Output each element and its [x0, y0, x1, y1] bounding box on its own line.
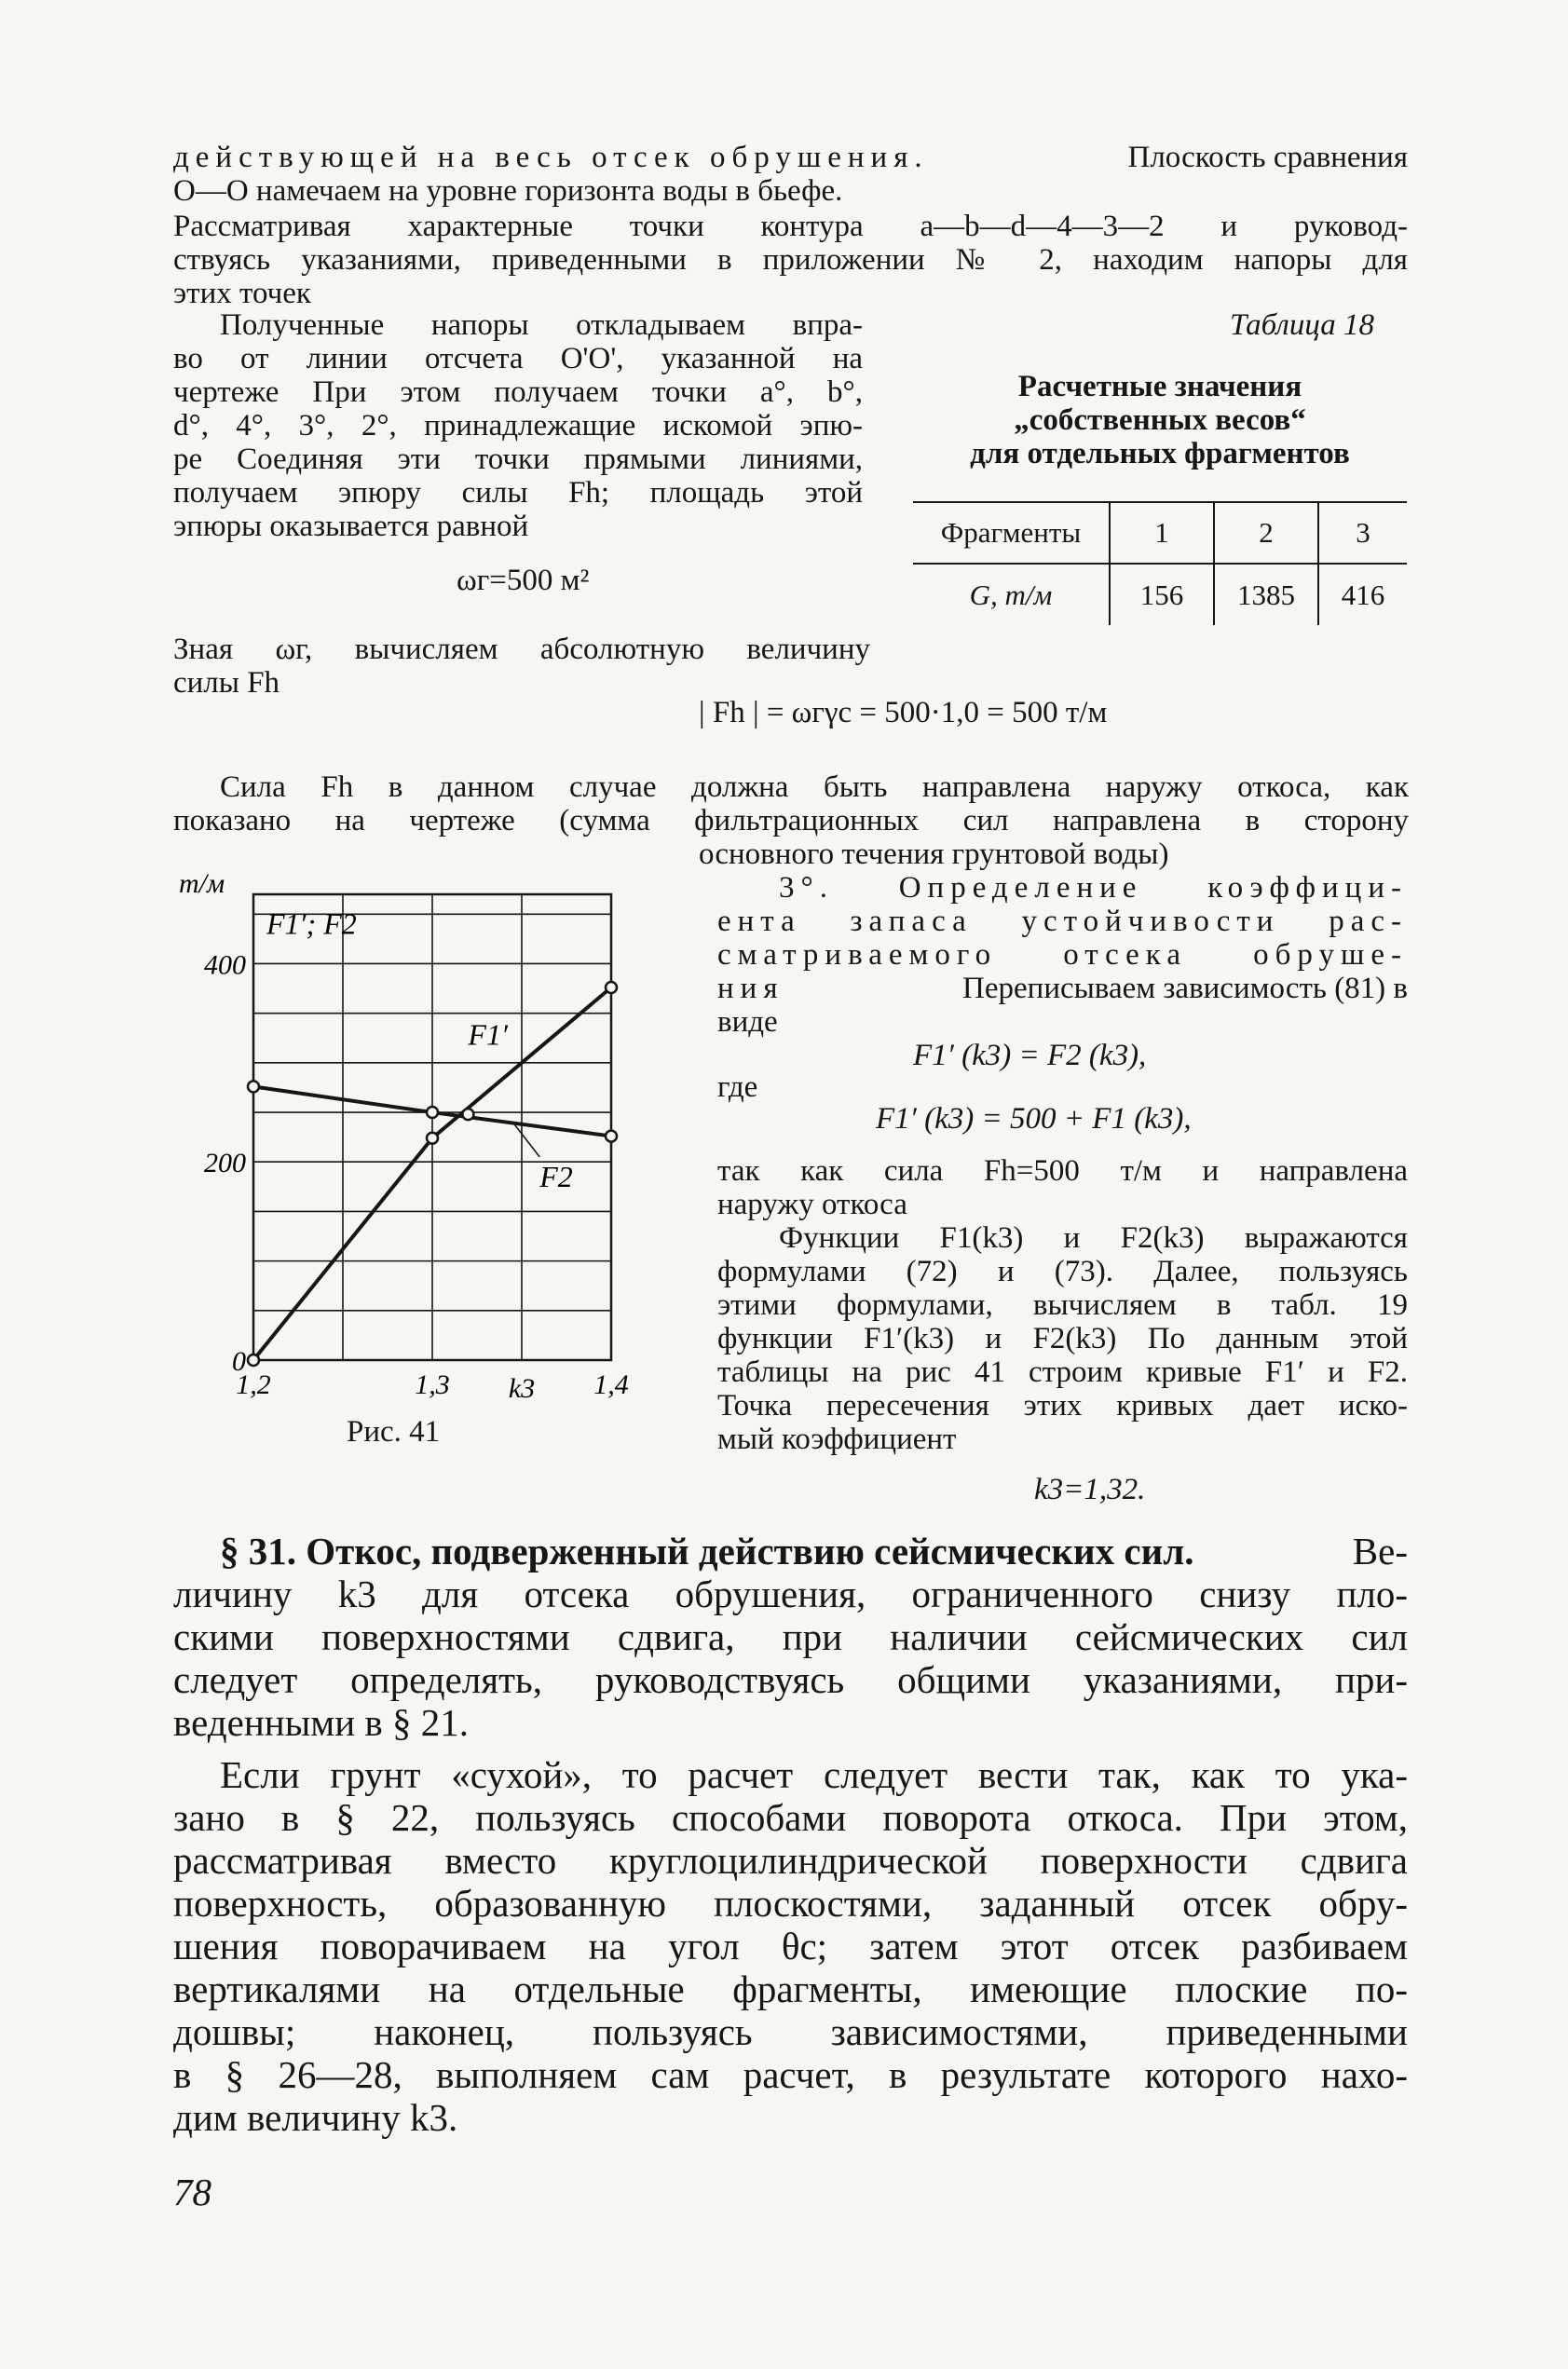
text-line: Зная ωг, вычисляем абсолютную величину	[173, 633, 870, 666]
table-cell: G, т/м	[913, 564, 1110, 625]
text-line: показано на чертеже (сумма фильтрационных сил направлена в сторону	[173, 804, 1409, 837]
text-line: следует определять, руководствуясь общими указаниями, при-	[173, 1658, 1408, 1701]
y-tick-label: 400	[204, 949, 246, 981]
x-tick-label: 1,4	[593, 1369, 629, 1400]
text-line: веденными в § 21.	[173, 1701, 470, 1744]
table-cell: 156	[1110, 564, 1214, 625]
text-line: виде	[717, 1005, 778, 1039]
text-line: в § 26—28, выполняем сам расчет, в результате которого нахо-	[173, 2053, 1408, 2096]
data-point	[427, 1133, 438, 1144]
intersection-point	[462, 1109, 473, 1120]
y-tick-label: 0	[232, 1346, 246, 1377]
x-tick-label: 1,3	[415, 1369, 450, 1400]
spaced-phrase: действующей на весь отсек обрушения.	[173, 141, 929, 174]
text-line: функции F1′(k3) и F2(k3) По данным этой	[717, 1322, 1408, 1355]
text-fragment: Плоскость сравнения	[1127, 141, 1408, 174]
text-line: мый коэффициент	[717, 1423, 957, 1456]
table-title: Расчетные значения	[1017, 370, 1302, 403]
data-table	[913, 501, 1407, 625]
table-header-row	[913, 502, 1407, 564]
formula-omega: ωг=500 м²	[457, 564, 590, 597]
text-line: O—O намечаем на уровне горизонта воды в бьефе.	[173, 174, 843, 208]
text-line: d°, 4°, 3°, 2°, принадлежащие искомой эпю-	[173, 409, 863, 442]
table-cell: 416	[1341, 578, 1385, 611]
text-line: дошвы; наконец, пользуясь зависимостями, приведенными	[173, 2010, 1408, 2053]
table-cell: 1385	[1214, 564, 1318, 625]
table-title: для отдельных фрагментов	[970, 437, 1350, 470]
text-line: этими формулами, вычисляем в табл. 19	[717, 1288, 1408, 1322]
data-point	[248, 1355, 259, 1366]
text-line: формулами (72) и (73). Далее, пользуясь	[717, 1255, 1408, 1288]
text-line: рассматривая вместо круглоцилиндрической поверхности сдвига	[173, 1839, 1408, 1882]
equation-2: F1′ (k3) = 500 + F1 (k3),	[876, 1102, 1192, 1136]
table-header-cell: 1	[1110, 502, 1214, 564]
formula-fh: | Fh | = ωгγc = 500·1,0 = 500 т/м	[699, 696, 1108, 729]
y-axis-label: т/м	[179, 868, 225, 899]
figure-41-chart	[177, 866, 629, 1407]
text-line: Полученные напоры откладываем впра-	[220, 308, 863, 342]
leader-line	[495, 1063, 522, 1084]
page-number: 78	[173, 2171, 211, 2213]
table-row	[913, 564, 1407, 625]
text-line: силы Fh	[173, 666, 280, 700]
text-line: скими поверхностями сдвига, при наличии сейсмических сил	[173, 1615, 1408, 1658]
text-fragment: Ве-	[1352, 1530, 1408, 1573]
text-line: так как сила Fh=500 т/м и направлена	[717, 1154, 1408, 1188]
result-k3: k3=1,32.	[1034, 1473, 1146, 1506]
text-line: дим величину k3.	[173, 2096, 458, 2139]
text-fragment: Переписываем зависимость (81) в	[962, 972, 1408, 1005]
text-line: таблицы на рис 41 строим кривые F1′ и F2.	[717, 1355, 1408, 1389]
legend-text: F1′; F2	[266, 906, 357, 941]
text-line: эпюры оказывается равной	[173, 510, 529, 543]
text-line: ре Соединяя эти точки прямыми линиями,	[173, 442, 863, 476]
table-header-cell: Фрагменты	[913, 502, 1110, 564]
table-header-cell: 3	[1356, 516, 1370, 549]
text-line: Сила Fh в данном случае должна быть направлена наружу откоса, как	[220, 770, 1409, 804]
table-number: Таблица 18	[1230, 308, 1374, 342]
text-line: Рассматривая характерные точки контура a—b—d—4—3—2 и руковод-	[173, 210, 1408, 243]
section-heading	[220, 1530, 1408, 1573]
data-point	[606, 982, 617, 993]
text-line: во от линии отсчета O'O', указанной на	[173, 342, 863, 375]
y-tick-label: 200	[204, 1148, 246, 1179]
text-line	[717, 971, 1408, 1006]
chart-plot-area	[204, 907, 629, 1404]
x-tick-label: 1,2	[236, 1369, 271, 1400]
text-line: личину k3 для отсека обрушения, ограниченного снизу пло-	[173, 1573, 1408, 1615]
data-point	[248, 1081, 259, 1092]
section-title: § 31. Откос, подверженный действию сейсмических сил.	[220, 1530, 1194, 1573]
table-title: „собственных весов“	[1014, 403, 1306, 437]
text-line: наружу откоса	[717, 1188, 907, 1221]
text-line: ствуясь указаниями, приведенными в приложении № 2, находим напоры для	[173, 243, 1408, 277]
figure-caption: Рис. 41	[347, 1415, 441, 1449]
text-line: Точка пересечения этих кривых дает иско-	[717, 1389, 1408, 1423]
text-line: чертеже При этом получаем точки a°, b°,	[173, 375, 863, 409]
series-label: F1′	[468, 1017, 508, 1052]
subheading-line: сматриваемого отсека обруше-	[717, 938, 1408, 972]
text-line: получаем эпюру силы Fh; площадь этой	[173, 476, 863, 510]
data-point	[427, 1107, 438, 1118]
text-line: зано в § 22, пользуясь способами поворота откоса. При этом,	[173, 1796, 1408, 1839]
text-line: Если грунт «сухой», то расчет следует вести так, как то ука-	[220, 1753, 1408, 1796]
text-line: где	[717, 1070, 758, 1104]
subheading-line: 3°. Определение коэффици-	[779, 871, 1408, 905]
text-line: шения поворачиваем на угол θc; затем этот отсек разбиваем	[173, 1925, 1408, 1967]
text-line	[173, 140, 1408, 175]
text-line: основного течения грунтовой воды)	[699, 837, 1169, 871]
text-line: этих точек	[173, 277, 311, 310]
data-point	[606, 1131, 617, 1142]
text-line: поверхность, образованную плоскостями, заданный отсек обру-	[173, 1882, 1408, 1925]
subheading-end: ния	[717, 972, 784, 1005]
series-label: F2	[539, 1159, 573, 1193]
x-axis-label: k3	[508, 1373, 536, 1404]
subheading-line: ента запаса устойчивости рас-	[717, 905, 1408, 938]
text-line: вертикалями на отдельные фрагменты, имеющие плоские по-	[173, 1967, 1408, 2010]
text-line: Функции F1(k3) и F2(k3) выражаются	[779, 1221, 1408, 1255]
table-header-cell: 2	[1214, 502, 1318, 564]
equation-1: F1′ (k3) = F2 (k3),	[913, 1039, 1147, 1072]
